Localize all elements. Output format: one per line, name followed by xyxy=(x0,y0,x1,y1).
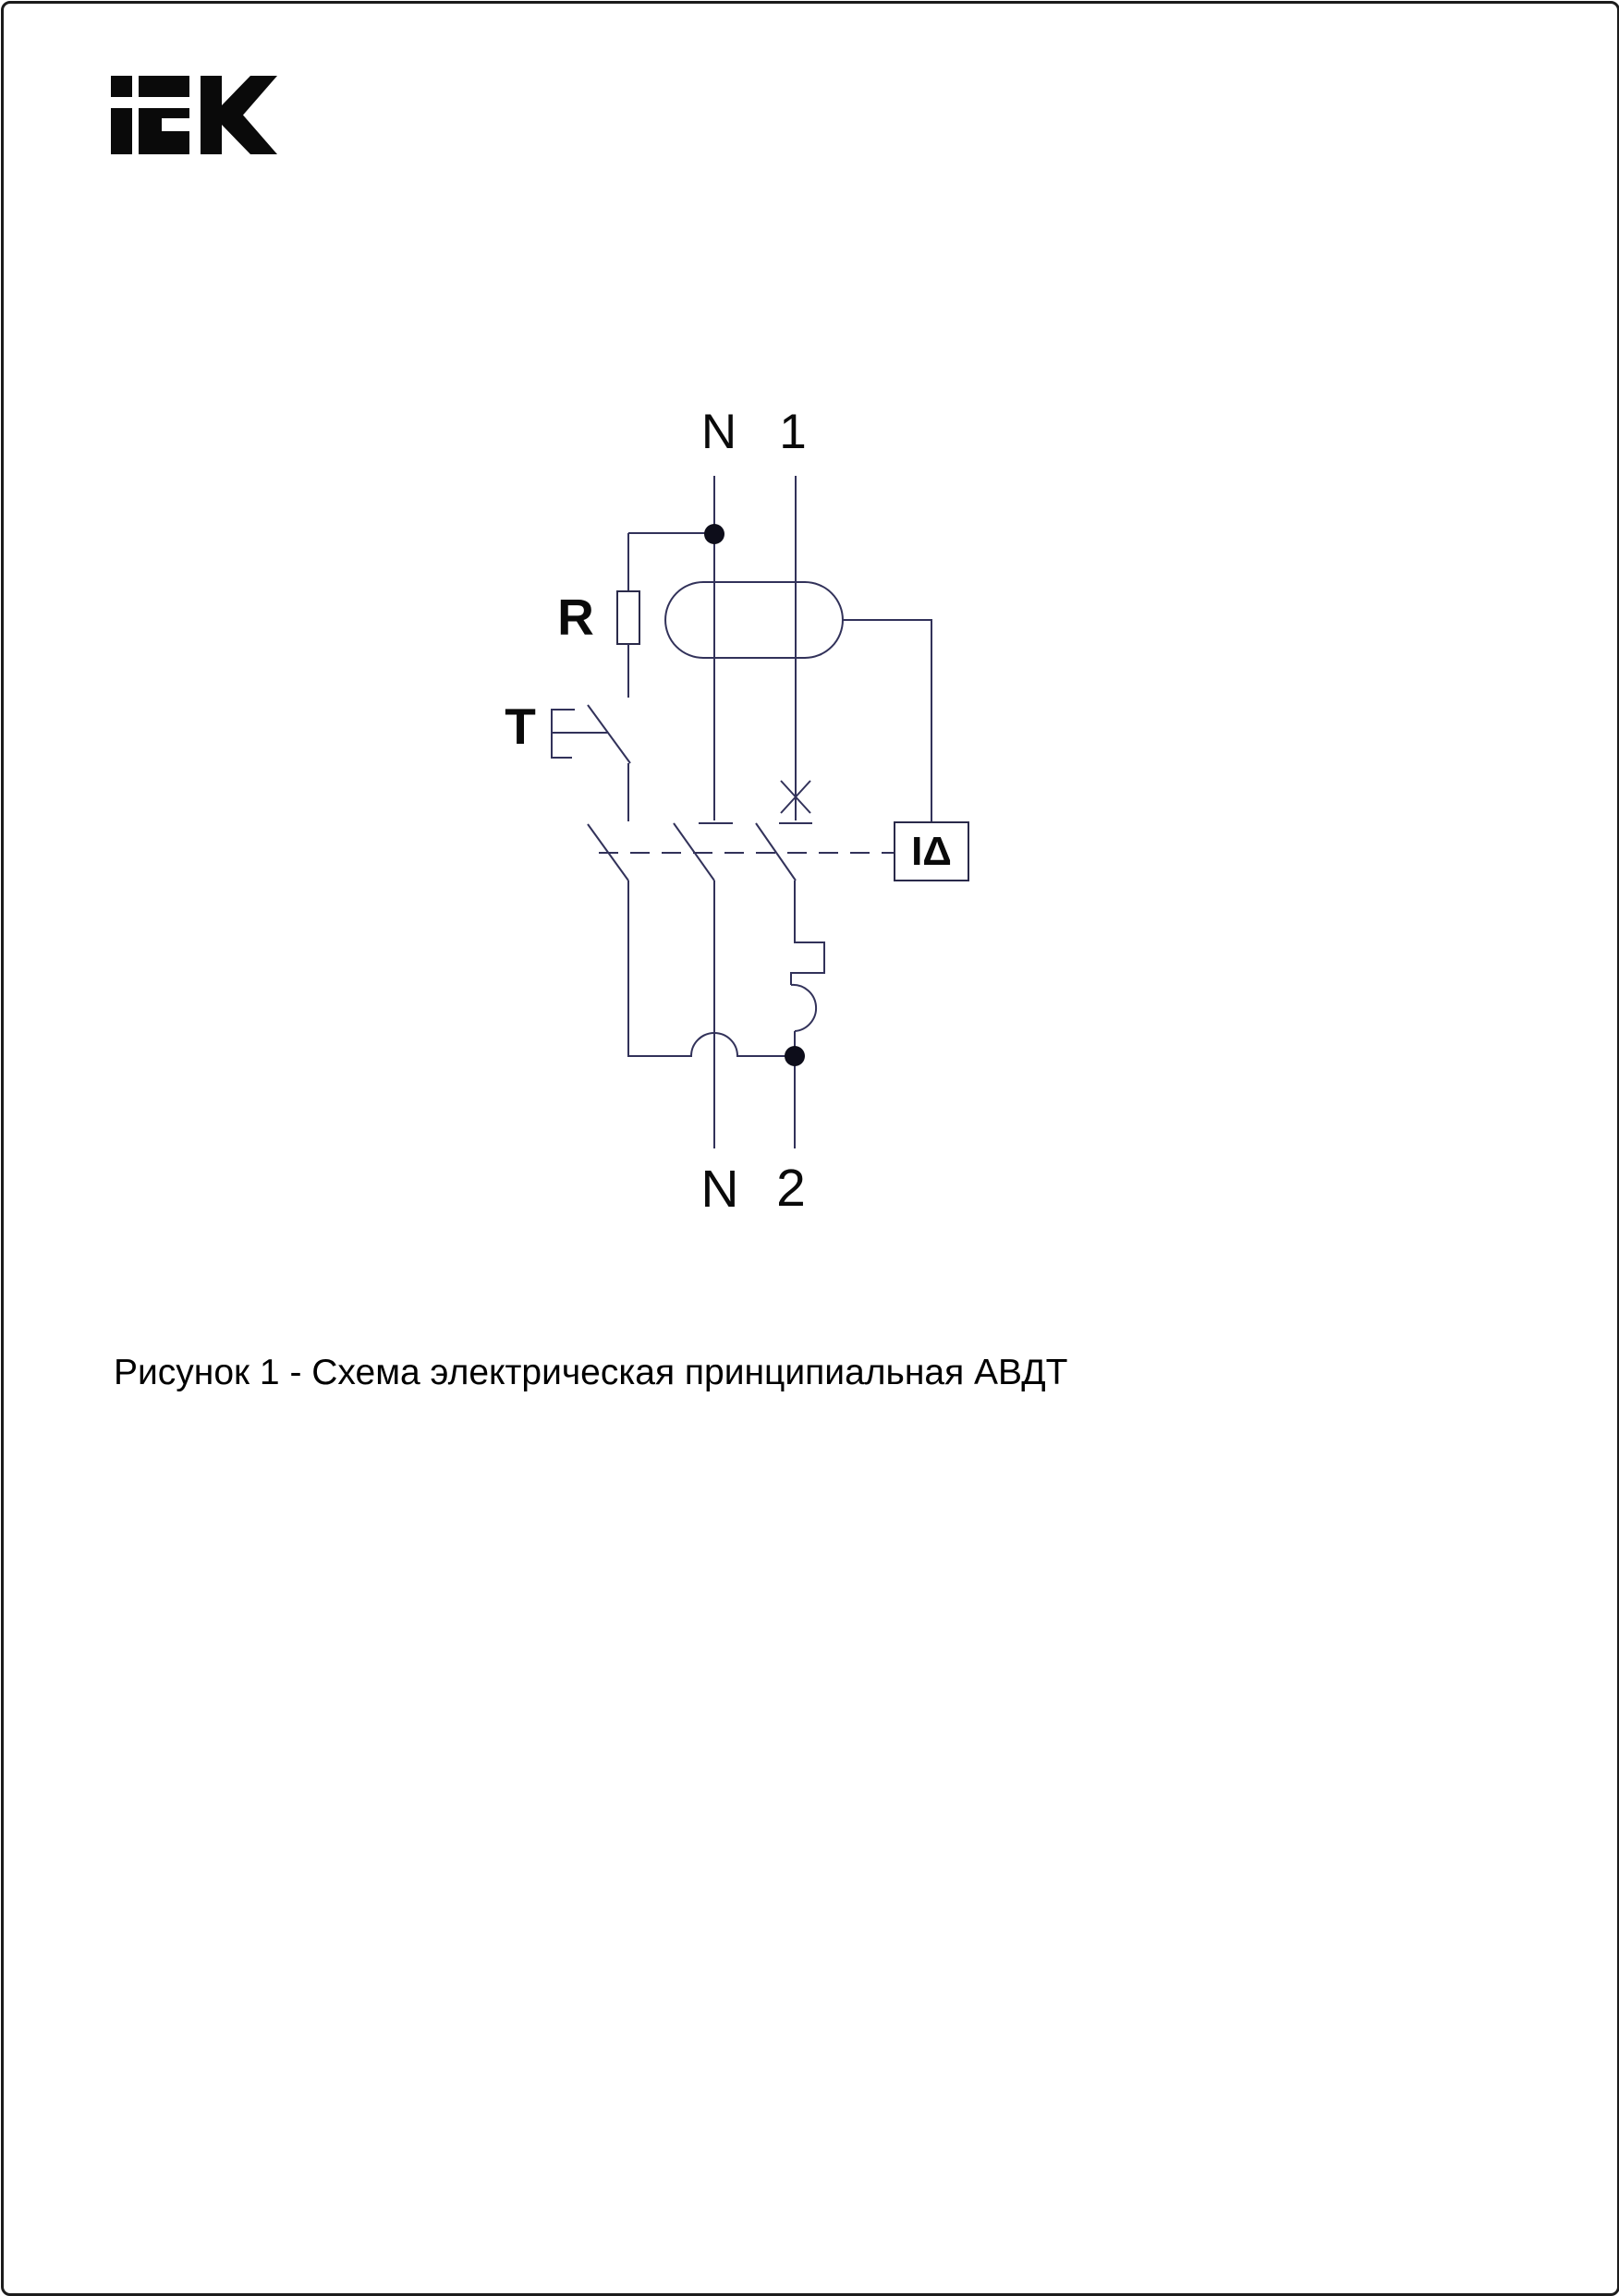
figure-caption: Рисунок 1 - Схема электрическая принципиальная АВДТ xyxy=(114,1353,1068,1392)
test-button-label: T xyxy=(505,698,536,755)
junction-dot-top xyxy=(704,524,724,544)
junction-dot-bottom xyxy=(785,1046,805,1066)
resistor-symbol xyxy=(617,591,639,644)
magnetic-coil-symbol xyxy=(791,985,816,1031)
terminal-label-2: 2 xyxy=(776,1159,806,1218)
terminal-label-1: 1 xyxy=(779,405,807,459)
terminal-label-n-top: N xyxy=(700,405,737,459)
resistor-label: R xyxy=(557,589,594,646)
transformer-to-release-wire xyxy=(843,620,931,822)
differential-release-label: IΔ xyxy=(911,829,952,874)
thermal-release-symbol xyxy=(791,881,824,985)
test-button-actuator xyxy=(552,710,608,758)
test-return-wire xyxy=(628,881,795,1056)
test-button-contact-blade xyxy=(588,705,630,763)
differential-transformer xyxy=(665,582,843,658)
terminal-label-n-bottom: N xyxy=(700,1160,739,1219)
